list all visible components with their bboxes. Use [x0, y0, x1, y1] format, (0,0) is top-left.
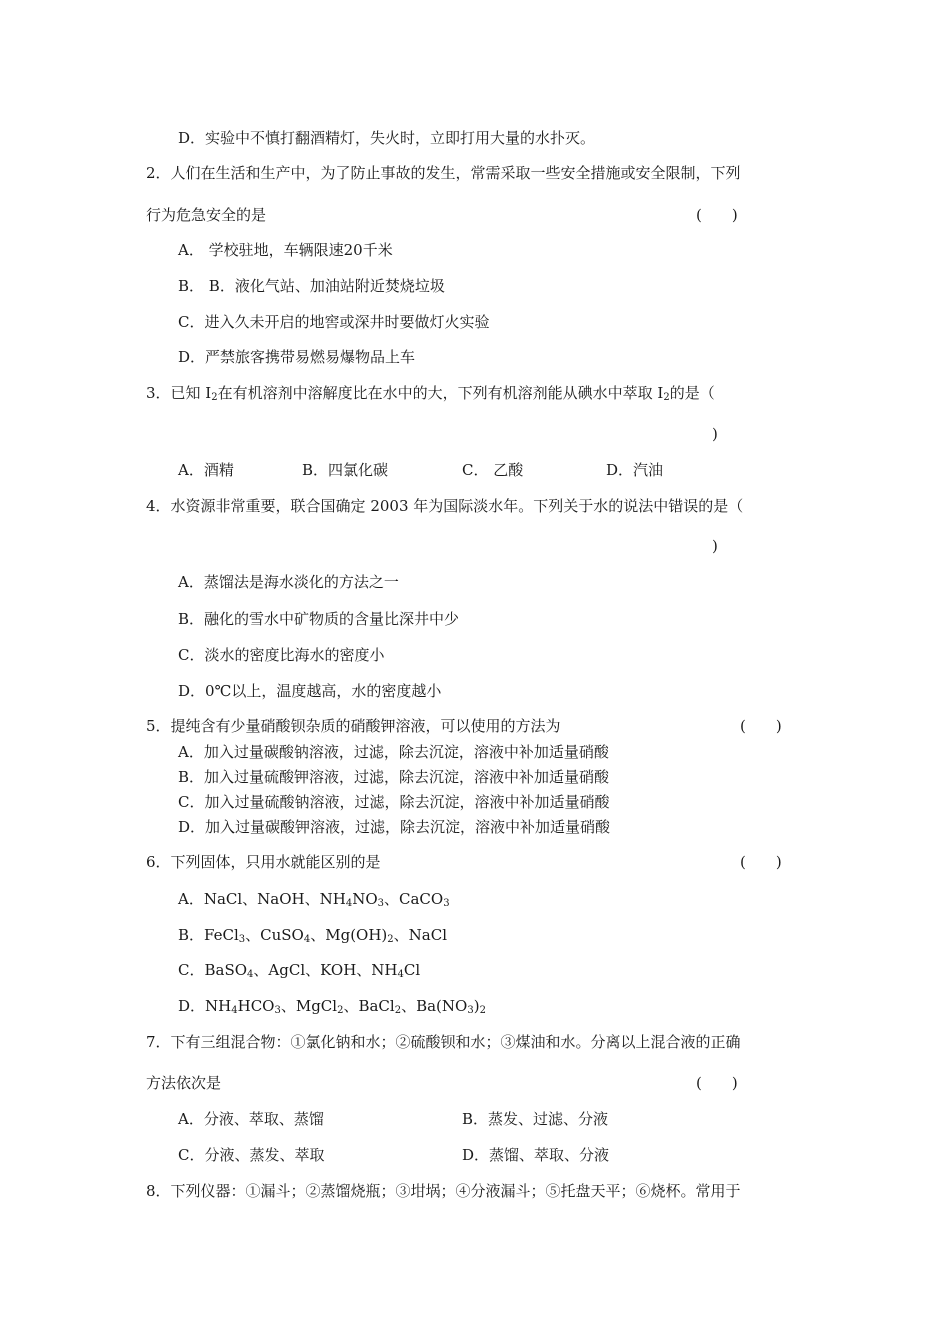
q4-stem: 4．水资源非常重要，联合国确定 2003 年为国际淡水年。下列关于水的说法中错误的是（: [146, 497, 744, 515]
q3-option-a: A．酒精: [178, 461, 234, 479]
q2-answer-bracket: ( ): [696, 206, 738, 224]
q5-option-c: C．加入过量硫酸钠溶液，过滤，除去沉淀，溶液中补加适量硝酸: [178, 793, 610, 811]
q3-stem: 3．已知 $I_2$在有机溶剂中溶解度比在水中的大，下列有机溶剂能从碘水中萃取 $I_2$的是（: [146, 384, 715, 403]
q7-answer-bracket: ( ): [696, 1074, 738, 1092]
q7-option-c: C．分液、蒸发、萃取: [178, 1146, 325, 1164]
q2-option-c: C．进入久未开启的地窖或深井时要做灯火实验: [178, 313, 490, 331]
q2-stem-line2: 行为危急安全的是: [146, 206, 267, 224]
q8-stem-line1: 8．下列仪器：①漏斗；②蒸馏烧瓶；③坩埚；④分液漏斗；⑤托盘天平；⑥烧杯。常用于: [146, 1182, 741, 1200]
q5-option-b: B．加入过量硫酸钾溶液，过滤，除去沉淀，溶液中补加适量硝酸: [178, 768, 610, 786]
q4-option-a: A．蒸馏法是海水淡化的方法之一: [178, 573, 399, 591]
q4-option-d: D．0℃以上，温度越高，水的密度越小: [178, 682, 442, 700]
q3-option-c: C． 乙酸: [462, 461, 524, 479]
q5-option-d: D．加入过量碳酸钾溶液，过滤，除去沉淀，溶液中补加适量硝酸: [178, 818, 611, 836]
q4-option-b: B．融化的雪水中矿物质的含量比深井中少: [178, 610, 460, 628]
q2-stem-line1: 2．人们在生活和生产中，为了防止事故的发生，常需采取一些安全措施或安全限制，下列: [146, 164, 741, 182]
q7-option-d: D．蒸馏、萃取、分液: [462, 1146, 610, 1164]
q6-stem: 6．下列固体，只用水就能区别的是: [146, 853, 381, 871]
q4-option-c: C．淡水的密度比海水的密度小: [178, 646, 385, 664]
q6-option-b: B．FeCl$_3$、CuSO$_4$、$Mg(OH)_2$、NaCl: [178, 926, 447, 945]
q3-answer-bracket-close: ): [712, 425, 718, 443]
q7-stem-line2: 方法依次是: [146, 1074, 222, 1092]
q5-answer-bracket: ( ): [740, 717, 782, 735]
q5-option-a: A．加入过量碳酸钠溶液，过滤，除去沉淀，溶液中补加适量硝酸: [178, 743, 609, 761]
q5-stem: 5．提纯含有少量硝酸钡杂质的硝酸钾溶液，可以使用的方法为: [146, 717, 561, 735]
q6-option-a: A．NaCl、NaOH、$NH_4NO_3$、CaCO$_3$: [178, 890, 450, 909]
q6-answer-bracket: ( ): [740, 853, 782, 871]
q2-option-a: A． 学校驻地，车辆限速20千米: [178, 241, 393, 259]
q4-answer-bracket-close: ): [712, 537, 718, 555]
q7-option-a: A．分液、萃取、蒸馏: [178, 1110, 324, 1128]
q7-option-b: B．蒸发、过滤、分液: [462, 1110, 609, 1128]
q6-option-c: C．BaSO$_4$、AgCl、KOH、$NH_4Cl$: [178, 961, 421, 980]
q6-option-d: D．$NH_4HCO_3$、MgCl$_2$、BaCl$_2$、$Ba(NO_3)_2$: [178, 997, 486, 1016]
q2-option-d: D．严禁旅客携带易燃易爆物品上车: [178, 348, 416, 366]
q3-option-b: B．四氯化碳: [302, 461, 389, 479]
q3-option-d: D．汽油: [606, 461, 664, 479]
q7-stem-line1: 7．下有三组混合物：①氯化钠和水；②硫酸钡和水；③煤油和水。分离以上混合液的正确: [146, 1033, 741, 1051]
q2-option-b: B． B．液化气站、加油站附近焚烧垃圾: [178, 277, 445, 295]
q1-option-d: D．实验中不慎打翻酒精灯，失火时，立即打用大量的水扑灭。: [178, 129, 596, 147]
